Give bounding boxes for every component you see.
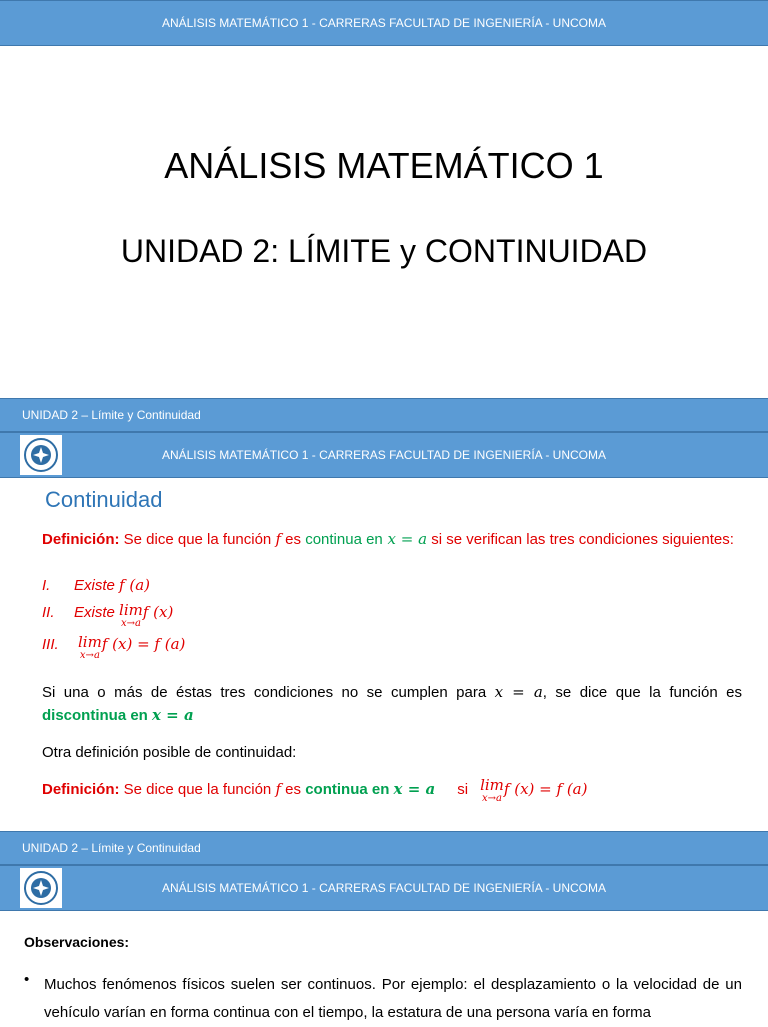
university-logo-icon <box>20 435 62 475</box>
cond3-lim-word: lim <box>78 633 102 651</box>
def2-f: f <box>275 780 282 798</box>
slide2-unit-text: UNIDAD 2 – Límite y Continuidad <box>22 408 201 422</box>
observation-text: Muchos fenómenos físicos suelen ser continuos. Por ejemplo: el desplazamiento o la velocidad de un vehículo varían en forma continua con el tiempo, la estatura de una persona varía en forma <box>44 976 742 1021</box>
observations-title: Observaciones: <box>24 934 130 950</box>
slide2-unit-bar <box>0 398 768 432</box>
def-green: continua en <box>305 531 383 548</box>
cond3-lim-sub: x→a <box>79 650 100 661</box>
para-xa: x = a <box>494 683 543 701</box>
def2-xa: x = a <box>393 780 436 798</box>
cond2-lim-word: lim <box>119 601 143 619</box>
def2-math: f (x) = f (a) <box>503 780 588 798</box>
discontinuity-paragraph <box>42 681 742 727</box>
cond1-math: f (a) <box>119 576 150 594</box>
def2-si: si <box>457 781 469 798</box>
para-green-xa: x = a <box>152 706 194 724</box>
slide2-header-bar <box>0 432 768 478</box>
slide3-unit-bar <box>0 831 768 865</box>
slide1-header-bar <box>0 0 768 46</box>
def-text-b: es <box>281 531 306 548</box>
def2-green: continua en <box>305 781 394 798</box>
def2-lim-word: lim <box>480 776 504 794</box>
def2-text: Se dice que la función <box>119 781 276 798</box>
def-text-a: Se dice que la función <box>119 531 276 548</box>
cond2-lim <box>119 603 143 631</box>
cond3-math: f (x) = f (a) <box>101 635 186 653</box>
slide3-unit-text: UNIDAD 2 – Límite y Continuidad <box>22 841 201 855</box>
cond1-text: Existe <box>74 577 120 594</box>
cond3-lim <box>78 635 102 663</box>
slide1-title: ANÁLISIS MATEMÁTICO 1 <box>164 145 604 186</box>
observation-bullet: • <box>24 971 30 988</box>
slide1-header-text: ANÁLISIS MATEMÁTICO 1 - CARRERAS FACULTAD DE INGENIERÍA - UNCOMA <box>161 16 607 30</box>
def-text-c: si se verifican las tres condiciones siguientes: <box>427 531 734 548</box>
slide3-header-text: ANÁLISIS MATEMÁTICO 1 - CARRERAS FACULTAD DE INGENIERÍA - UNCOMA <box>161 881 607 895</box>
condition-2 <box>42 603 173 631</box>
slide3-header-bar <box>0 865 768 911</box>
def-xa: x = a <box>382 530 428 548</box>
def2-label: Definición: <box>42 781 120 798</box>
cond2-text: Existe <box>74 604 120 621</box>
cond3-num: III. <box>42 636 59 653</box>
para-green: discontinua en <box>42 707 153 724</box>
para-b: , se dice que la función es <box>542 684 743 701</box>
cond2-lim-sub: x→a <box>120 618 141 629</box>
def-label: Definición: <box>42 531 120 548</box>
cond2-math: f (x) <box>142 603 174 621</box>
def2-es: es <box>281 781 306 798</box>
university-logo-icon <box>20 868 62 908</box>
condition-3 <box>42 635 185 663</box>
slide1-subtitle: UNIDAD 2: LÍMITE y CONTINUIDAD <box>120 233 648 269</box>
definition-2 <box>42 778 742 806</box>
definition-paragraph <box>42 528 742 551</box>
def2-lim <box>480 778 504 806</box>
slide2-header-text: ANÁLISIS MATEMÁTICO 1 - CARRERAS FACULTAD DE INGENIERÍA - UNCOMA <box>161 448 607 462</box>
other-definition-text: Otra definición posible de continuidad: <box>42 744 297 761</box>
cond1-num: I. <box>42 577 51 594</box>
section-title: Continuidad <box>45 487 163 512</box>
def-f: f <box>275 530 282 548</box>
cond2-num: II. <box>42 604 55 621</box>
condition-1 <box>42 576 150 594</box>
para-a: Si una o más de éstas tres condiciones no se cumplen para <box>42 684 495 701</box>
def2-lim-sub: x→a <box>482 793 502 804</box>
